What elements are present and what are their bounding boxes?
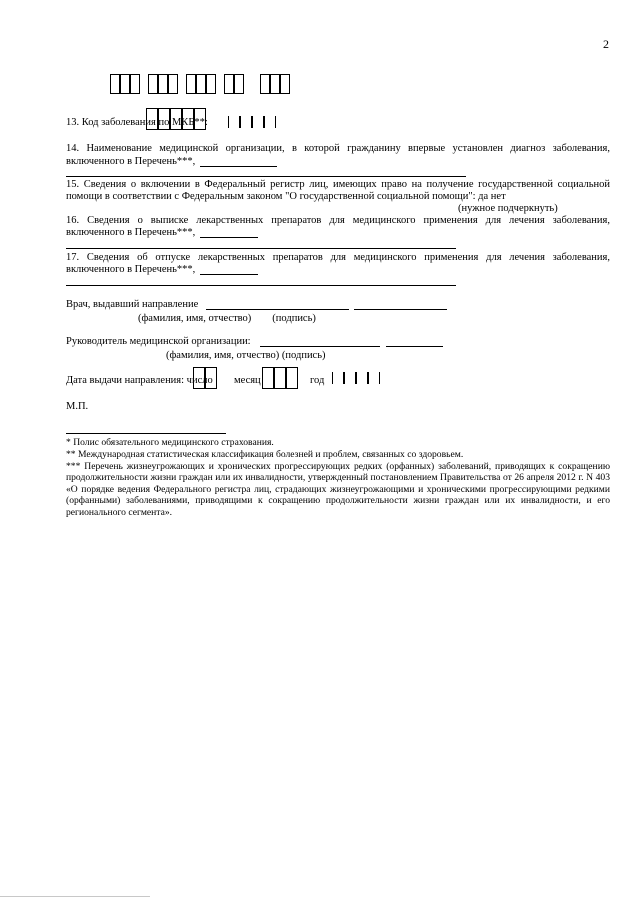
digit-cell[interactable] — [205, 367, 217, 389]
icd-digit-cell[interactable] — [264, 116, 276, 128]
id-digit-cell[interactable] — [196, 74, 206, 94]
icd-digit-cell[interactable] — [170, 108, 182, 130]
day-boxes[interactable] — [193, 367, 223, 395]
id-digit-cell[interactable] — [270, 74, 280, 94]
field15-line2: помощи в соответствии с Федеральным законом "О государственной социальной помощи": да нет — [66, 191, 506, 202]
icd-digit-cell[interactable] — [252, 116, 264, 128]
digit-cell[interactable] — [286, 367, 298, 389]
field16-line1: 16. Сведения о выписке лекарственных препаратов для медицинского применения для лечения заболевания, — [66, 215, 610, 226]
id-digit-cell[interactable] — [280, 74, 290, 94]
field16-input-line[interactable] — [200, 237, 258, 238]
footnote-separator — [66, 433, 226, 434]
digit-cell[interactable] — [344, 372, 356, 384]
id-digit-cell[interactable] — [130, 74, 140, 94]
field16-full-line[interactable] — [66, 248, 456, 249]
digit-cell[interactable] — [332, 372, 344, 384]
id-digit-cell[interactable] — [186, 74, 196, 94]
field14-line1: 14. Наименование медицинской организации, в которой гражданину впервые установлен диагноз заболевания, — [66, 143, 610, 154]
icd-digit-cell[interactable] — [158, 108, 170, 130]
id-digit-cell[interactable] — [120, 74, 130, 94]
digit-cell[interactable] — [193, 367, 205, 389]
year-boxes[interactable] — [332, 372, 382, 390]
id-number-boxes[interactable] — [110, 74, 310, 96]
field17-input-line[interactable] — [200, 274, 258, 275]
icd-digit-cell[interactable] — [240, 116, 252, 128]
doctor-name-line[interactable] — [206, 309, 349, 310]
doctor-hint: (фамилия, имя, отчество) (подпись) — [138, 313, 316, 324]
field15-note: (нужное подчеркнуть) — [458, 203, 558, 214]
issue-year-label: год — [310, 375, 325, 386]
icd-digit-cell[interactable] — [228, 116, 240, 128]
id-digit-cell[interactable] — [158, 74, 168, 94]
field13-label: 13. Код заболевания по МКБ**: — [66, 117, 208, 128]
id-digit-cell[interactable] — [224, 74, 234, 94]
field17-line2: включенного в Перечень***, — [66, 264, 196, 275]
digit-cell[interactable] — [368, 372, 380, 384]
month-boxes[interactable] — [262, 367, 302, 395]
doctor-label: Врач, выдавший направление — [66, 299, 199, 310]
field14-full-line[interactable] — [66, 176, 466, 177]
digit-cell[interactable] — [356, 372, 368, 384]
bottom-rule — [0, 896, 150, 897]
footnote-1: * Полис обязательного медицинского страхования. — [66, 437, 274, 448]
icd-code-boxes[interactable] — [146, 104, 276, 134]
head-name-line[interactable] — [260, 346, 380, 347]
footnote-2: ** Международная статистическая классификация болезней и проблем, связанных со здоровьем. — [66, 449, 464, 460]
digit-cell[interactable] — [274, 367, 286, 389]
footnote-3: *** Перечень жизнеугрожающих и хронических прогрессирующих редких (орфанных) заболеваний, приводящих к сокращению продолжительности жизни граждан или их инвалидности, утвержденный постановлением Правительства от 26 апреля 2012 г. N 403 «О порядке ведения Федерального регистра лиц, страдающих жизнеугрожающими и хроническими прогрессирующими редкими (орфанными) заболеваниями, приводящими к сокращению продолжительности жизни граждан или их инвалидности, и его регионального сегмента». — [66, 461, 610, 518]
id-digit-cell[interactable] — [234, 74, 244, 94]
issue-date-label: Дата выдачи направления: число — [66, 375, 213, 386]
icd-digit-cell[interactable] — [146, 108, 158, 130]
field15-line1: 15. Сведения о включении в Федеральный регистр лиц, имеющих право на получение государственной социальной — [66, 179, 610, 190]
field14-input-line[interactable] — [200, 166, 277, 167]
id-digit-cell[interactable] — [206, 74, 216, 94]
icd-digit-cell[interactable] — [182, 108, 194, 130]
field17-line1: 17. Сведения об отпуске лекарственных препаратов для медицинского применения для лечения заболевания, — [66, 252, 610, 263]
head-hint: (фамилия, имя, отчество) (подпись) — [166, 350, 326, 361]
id-digit-cell[interactable] — [168, 74, 178, 94]
digit-cell[interactable] — [262, 367, 274, 389]
issue-month-label: месяц — [234, 375, 261, 386]
field17-full-line[interactable] — [66, 285, 456, 286]
doctor-signature-line[interactable] — [354, 309, 447, 310]
field14-line2: включенного в Перечень***, — [66, 156, 196, 167]
head-signature-line[interactable] — [386, 346, 443, 347]
id-digit-cell[interactable] — [260, 74, 270, 94]
stamp-label: М.П. — [66, 401, 89, 412]
id-digit-cell[interactable] — [110, 74, 120, 94]
icd-digit-cell[interactable] — [194, 108, 206, 130]
id-digit-cell[interactable] — [148, 74, 158, 94]
field16-line2: включенного в Перечень***, — [66, 227, 196, 238]
head-label: Руководитель медицинской организации: — [66, 336, 251, 347]
page-number: 2 — [603, 37, 609, 51]
